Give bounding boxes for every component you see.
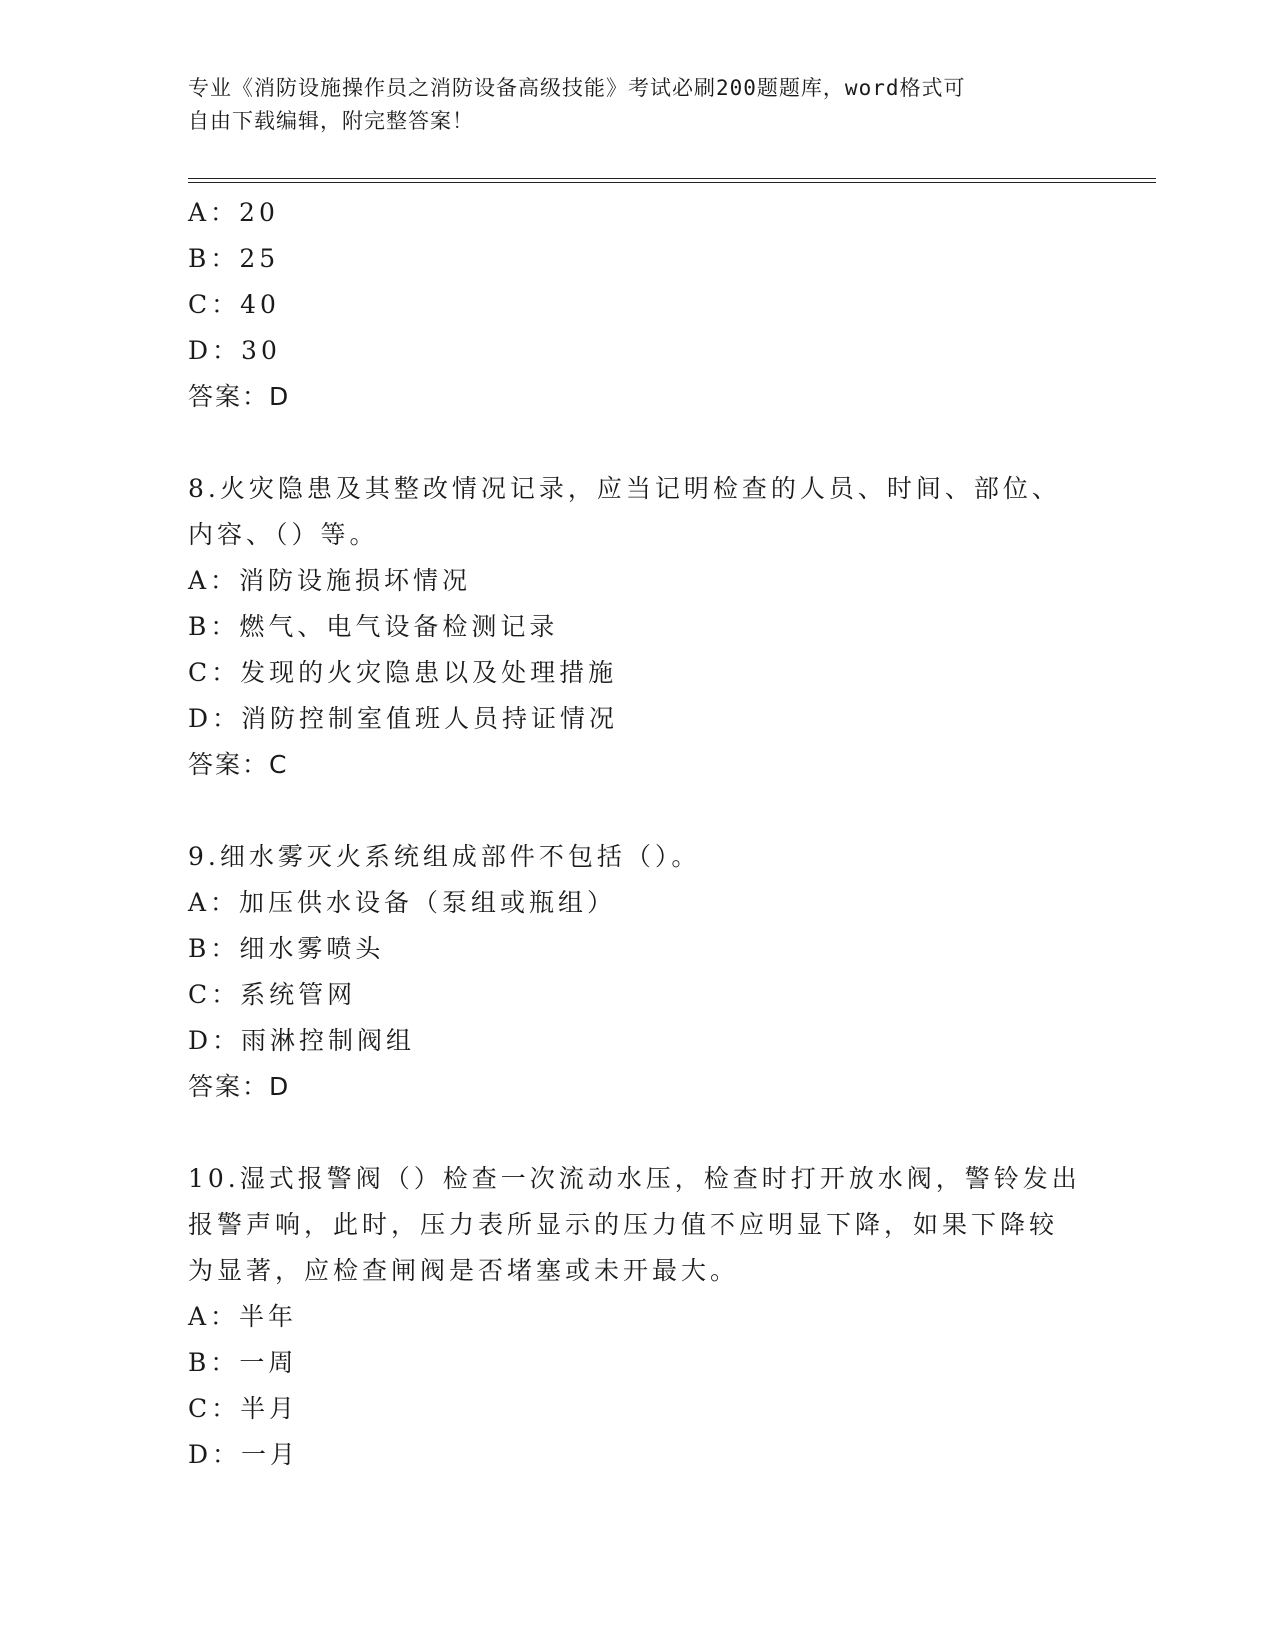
question-stem-line: 10.湿式报警阀（）检查一次流动水压，检查时打开放水阀，警铃发出	[188, 1164, 1081, 1193]
question-stem-line: 8.火灾隐患及其整改情况记录，应当记明检查的人员、时间、部位、	[188, 474, 1061, 503]
option-d: D：消防控制室值班人员持证情况	[188, 704, 619, 733]
option-a: A：20	[188, 198, 279, 227]
spacer	[188, 1110, 1088, 1156]
option-d: D：30	[188, 336, 281, 365]
question-7	[188, 190, 1088, 420]
option-d: D：一月	[188, 1440, 300, 1469]
answer: 答案：D	[188, 1072, 291, 1101]
answer: 答案：D	[188, 382, 291, 411]
header-divider	[188, 178, 1156, 183]
option-a: A：半年	[188, 1302, 298, 1331]
spacer	[188, 788, 1088, 834]
option-c: C：半月	[188, 1394, 299, 1423]
option-b: B：燃气、电气设备检测记录	[188, 612, 559, 641]
option-b: B：细水雾喷头	[188, 934, 385, 963]
question-stem-line: 为显著，应检查闸阀是否堵塞或未开最大。	[188, 1256, 740, 1285]
option-c: C：40	[188, 290, 280, 319]
option-c: C：发现的火灾隐患以及处理措施	[188, 658, 618, 687]
question-10	[188, 1156, 1088, 1478]
spacer	[188, 420, 1088, 466]
question-stem-line: 9.细水雾灭火系统组成部件不包括（）。	[188, 842, 701, 871]
question-stem-line: 报警声响，此时，压力表所显示的压力值不应明显下降，如果下降较	[188, 1210, 1059, 1239]
questions-body	[188, 190, 1088, 1478]
question-9	[188, 834, 1088, 1110]
option-d: D：雨淋控制阀组	[188, 1026, 416, 1055]
header-line-2: 自由下载编辑，附完整答案！	[188, 109, 474, 133]
option-c: C：系统管网	[188, 980, 357, 1009]
answer: 答案：C	[188, 750, 289, 779]
header-line-1: 专业《消防设施操作员之消防设备高级技能》考试必刷200题题库，word格式可	[188, 76, 966, 100]
option-a: A：消防设施损坏情况	[188, 566, 472, 595]
question-8	[188, 466, 1088, 788]
option-b: B：一周	[188, 1348, 298, 1377]
document-header	[188, 72, 1068, 138]
question-stem-line: 内容、（）等。	[188, 520, 379, 549]
option-a: A：加压供水设备（泵组或瓶组）	[188, 888, 617, 917]
option-b: B：25	[188, 244, 280, 273]
